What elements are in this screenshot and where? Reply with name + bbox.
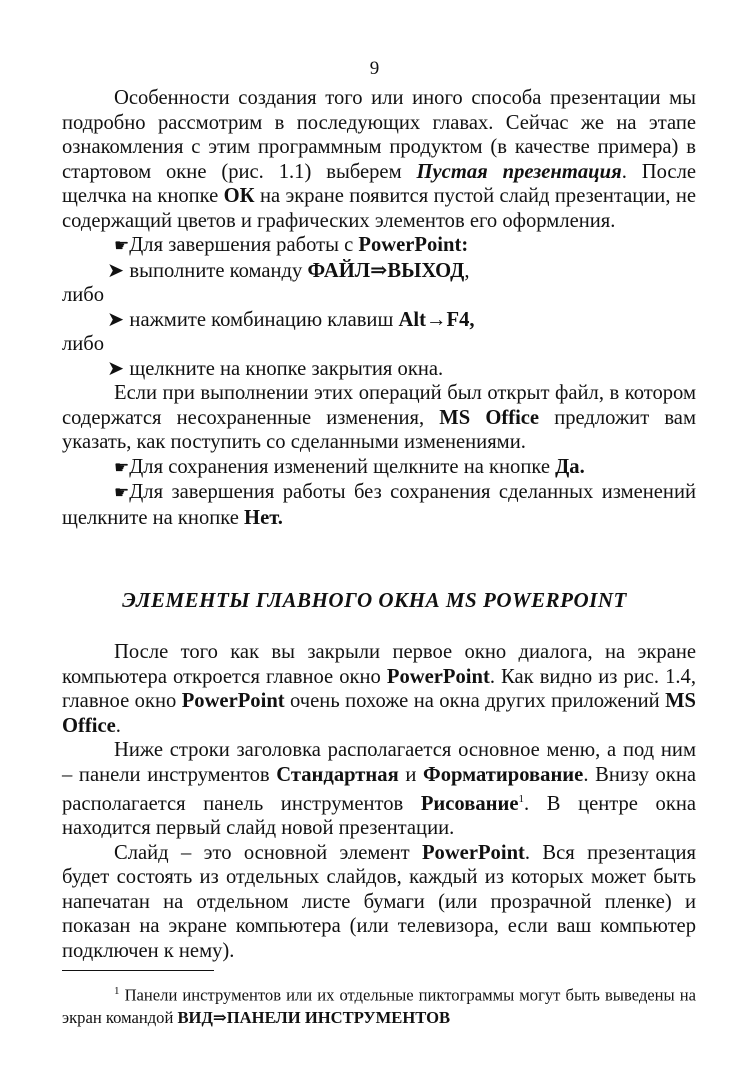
save-instruction: ☛Для сохранения изменений щелкните на кнопке Да. [114,455,585,478]
exit-instruction: ☛Для завершения работы с PowerPoint: [114,234,469,256]
body-text-bottom [62,640,696,963]
section-heading: ЭЛЕМЕНТЫ ГЛАВНОГО ОКНА MS POWERPOINT [122,588,627,612]
paragraph-intro: Особенности создания того или иного способа презентации мы подробно рассмотрим в последующих главах. Сейчас же на этапе ознакомления с этим программным продуктом (в качестве примера) в стартовом окне (рис. 1.1) выберем Пустая презентация. После щелчка на кнопке ОК на экране появится пустой слайд презентации, не содержащий цветов и графических элементов его оформления. [62,87,696,232]
nosave-instruction: ☛Для завершения работы без сохранения сделанных изменений щелкните на кнопке Нет. [62,481,696,529]
pointing-hand-icon: ☛ [114,483,130,502]
footnote-ref: 1 [518,793,524,805]
paragraph-main-window: После того как вы закрыли первое окно диалога, на экране компьютера откроется главное окно PowerPoint. Как видно из рис. 1.4, главное окно PowerPoint очень похоже на окна других приложений MS Office. [62,641,696,737]
paragraph-unsaved: Если при выполнении этих операций был открыт файл, в котором содержатся несохраненные изменения, MS Office предложит вам указать, как поступить со сделанными изменениями. [62,382,696,453]
page-number: 9 [369,58,380,79]
paragraph-slide: Слайд – это основной элемент PowerPoint. Вся презентация будет состоять из отдельных слайдов, каждый из которых может быть напечатан на отдельном листе бумаги (или прозрачной пленке) и показан на экране компьютера (или телевизора, если ваш компьютер подключен к нему). [62,841,696,962]
paragraph-toolbars: Ниже строки заголовка располагается основное меню, а под ним – панели инструментов Стандартная и Форматирование. Внизу окна располагается панель инструментов Рисование$^1$. В центре окна находится первый слайд новой презентации. [62,739,696,840]
or-text: либо [62,284,105,306]
footnote-divider [62,970,214,971]
pointing-hand-icon: ☛ [114,236,130,255]
emphasis-blank-presentation: Пустая презентация [416,160,622,183]
pointing-hand-icon: ☛ [114,457,130,477]
or-text: либо [62,333,105,355]
body-text-top [62,86,696,530]
exit-option-3: ➤ щелкните на кнопке закрытия окна. [107,357,444,380]
arrow-bullet-icon: ➤ [107,259,125,282]
exit-option-1: ➤ выполните команду ФАЙЛ⇒ВЫХОД, [107,259,470,282]
arrow-bullet-icon: ➤ [107,308,125,331]
footnote: $^1$ Панели инструментов или их отдельные пиктограммы могут быть выведены на экран командой ВИД⇒ПАНЕЛИ ИНСТРУМЕНТОВ [62,985,696,1027]
exit-option-2: ➤ нажмите комбинацию клавиш Alt→F4, [107,308,475,331]
arrow-bullet-icon: ➤ [107,357,125,380]
